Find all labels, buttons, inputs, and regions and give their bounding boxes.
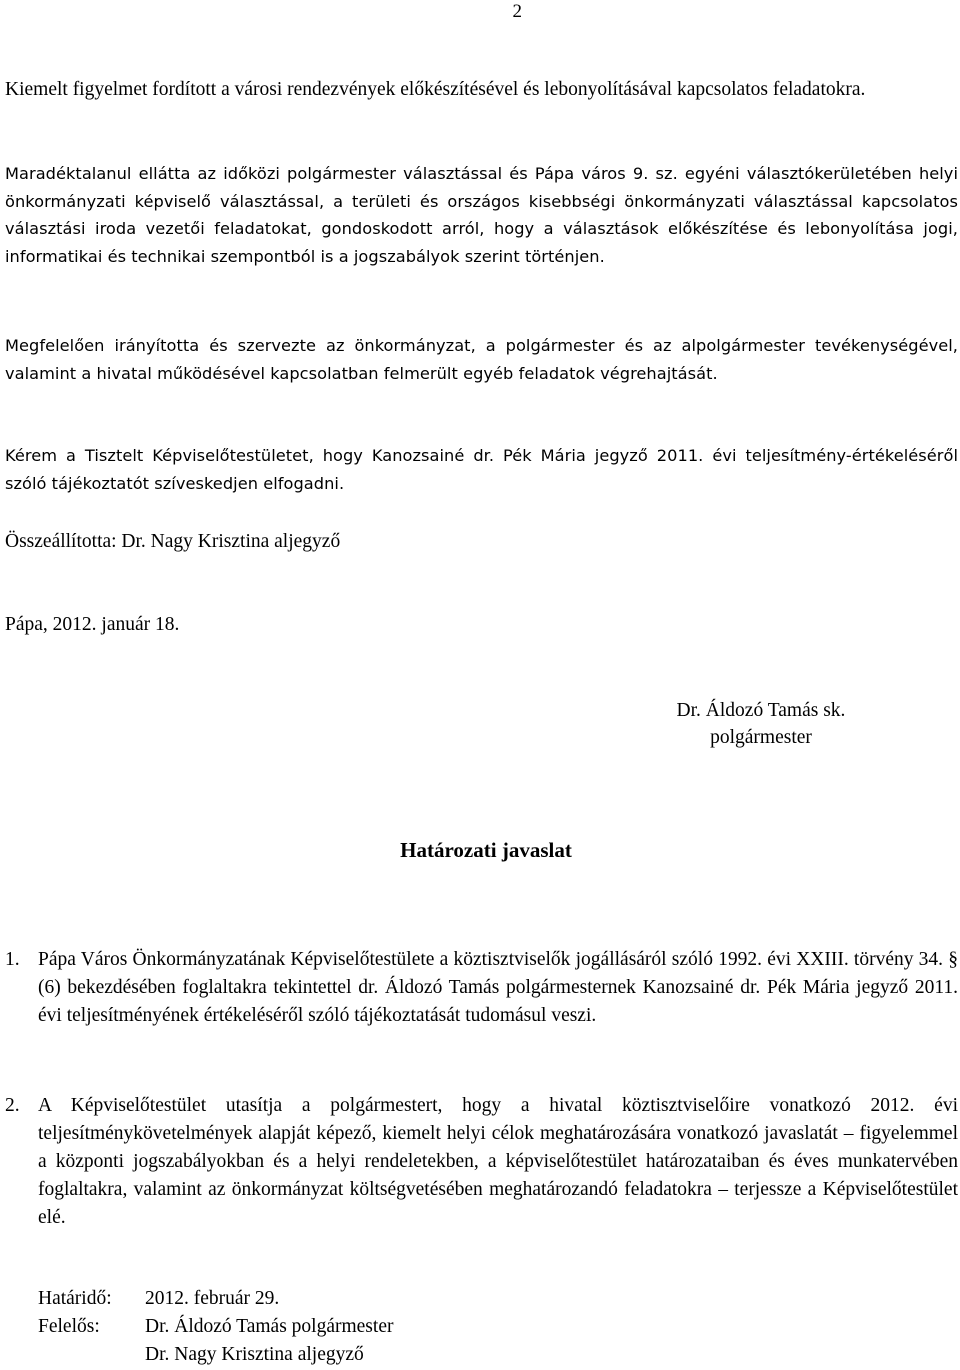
responsible-label: Felelős: <box>38 1316 100 1337</box>
compiled-by: Összeállította: Dr. Nagy Krisztina aljegyző <box>5 531 341 552</box>
resolution-item <box>5 1092 958 1232</box>
paragraph-events: Kiemelt figyelmet fordított a városi rendezvények előkészítésével és lebonyolításával kapcsolatos feladatokra. <box>5 79 866 100</box>
paragraph-request: Kérem a Tisztelt Képviselőtestületet, hogy Kanozsainé dr. Pék Mária jegyző 2011. évi teljesítmény-értékeléséről szóló tájékoztatót szíveskedjen elfogadni. <box>5 446 958 493</box>
deadline-row <box>38 1285 279 1313</box>
signer-name: Dr. Áldozó Tamás sk. <box>676 700 846 721</box>
place-date: Pápa, 2012. január 18. <box>5 614 180 635</box>
resolution-heading: Határozati javaslat <box>400 838 572 862</box>
resolution-item-number: 1. <box>5 949 20 970</box>
paragraph-management: Megfelelően irányította és szervezte az önkormányzat, a polgármester és az alpolgármester tevékenységével, valamint a hivatal működésével kapcsolatban felmerült egyéb feladatok végrehajtását. <box>5 336 958 383</box>
signer-title: polgármester <box>710 727 812 748</box>
page-number: 2 <box>512 1 522 22</box>
deadline-label: Határidő: <box>38 1288 112 1309</box>
resolution-item-number: 2. <box>5 1095 20 1116</box>
resolution-item <box>5 946 958 1030</box>
paragraph-elections: Maradéktalanul ellátta az időközi polgármester választással és Pápa város 9. sz. egyéni választókerületében helyi önkormányzati képviselő választással, a területi és országos kisebbségi önkormányzati választással kapcsolatos választási iroda vezetői feladatokat, gondoskodott arról, hogy a választások előkészítése és lebonyolítása jogi, informatikai és technikai szempontból is a jogszabályok szerint történjen. <box>5 164 958 267</box>
resolution-item-text: Pápa Város Önkormányzatának Képviselőtestülete a köztisztviselők jogállásáról szóló 1992. évi XXIII. törvény 34. § (6) bekezdésében foglaltakra tekintettel dr. Áldozó Tamás polgármesternek Kanozsainé dr. Pék Mária jegyző 2011. évi teljesítményének értékeléséről szóló tájékoztatását tudomásul veszi. <box>38 949 958 1026</box>
responsible-row <box>38 1313 393 1341</box>
responsible-person-1: Dr. Áldozó Tamás polgármester <box>145 1316 394 1337</box>
deadline-value: 2012. február 29. <box>145 1288 280 1309</box>
responsible-person-2: Dr. Nagy Krisztina aljegyző <box>145 1344 364 1365</box>
responsible-row-2 <box>38 1341 364 1369</box>
resolution-item-text: A Képviselőtestület utasítja a polgármestert, hogy a hivatal köztisztviselőire vonatkozó 2012. évi teljesítménykövetelmények alapját képező, kiemelt helyi célok meghatározására vonatkozó javaslatát – figyelemmel a központi jogszabályokban és a helyi rendeletekben, a képviselőtestület határozataiban és éves munkatervében foglaltakra, valamint az önkormányzat költségvetésében meghatározandó feladatokra – terjessze a Képviselőtestület elé. <box>38 1095 958 1228</box>
